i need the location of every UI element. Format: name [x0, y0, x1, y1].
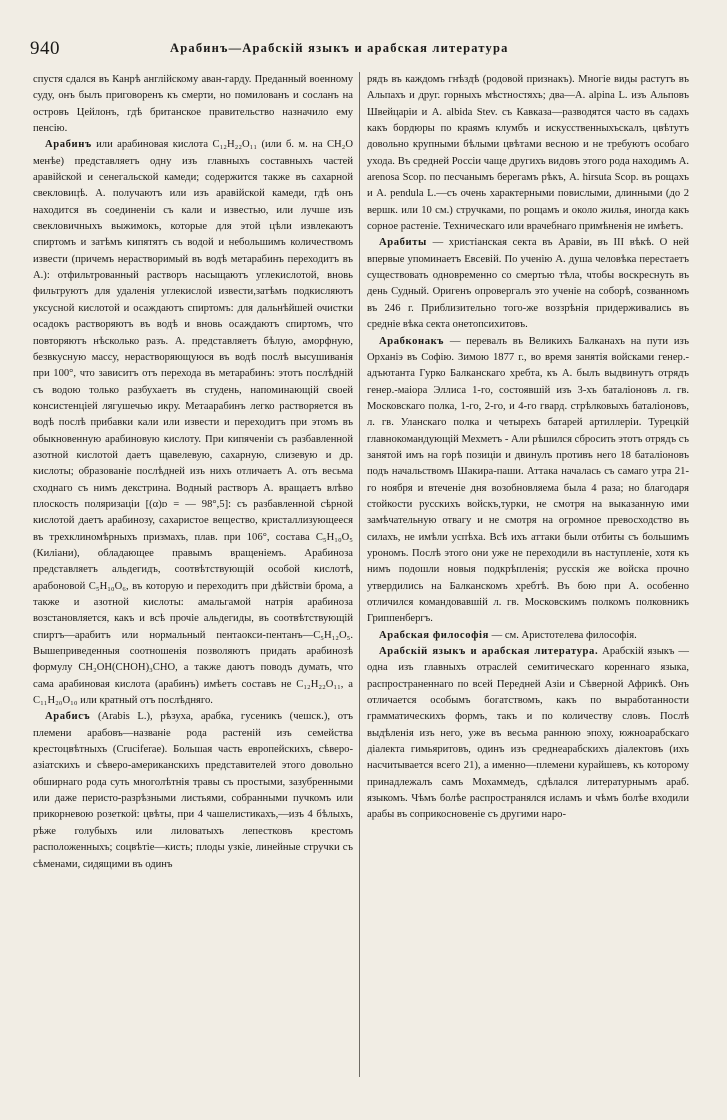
- entry-text: Арабскій языкъ — одна изъ главныхъ отраслей семитическаго кореннаго языка, распространеннаго по всей Передней Азіи и Сѣверной Африкѣ. Онъ отличается особымъ богатствомъ, какъ по выработанности грамматическихъ формъ, такъ и по количеству словъ. Послѣ выдѣленія изъ него, уже въ весьма раннюю эпоху, южноарабскаго діалекта гимьяритовъ, одинъ изъ среднеарабскихъ діалектовъ (ихъ насчитывается всего 21), а именно—племени курайшевъ, къ которому принадлежалъ самъ Мохаммедъ, сдѣлался литературнымъ араб. языкомъ. Чѣмъ болѣе распространялся исламъ и чѣмъ болѣе входили арабы въ соприкосновеніе съ другими наро-: [367, 646, 689, 821]
- entry-headword: Арабиты: [379, 237, 427, 249]
- column-divider: [359, 72, 360, 1077]
- page-header: [30, 38, 710, 62]
- entry-text: или арабиновая кислота C₁₂H₂₂O₁₁ (или б. м. на CH₂O менѣе) представляетъ одну изъ главныхъ составныхъ частей аравійской и сенегальской камеди; содержится также въ сахарной свекловицѣ. А. получаютъ или изъ аравійской камеди, гдѣ онъ находится въ соединеніи съ кали и известью, или лучше изъ свекловичныхъ выжимокъ, которые для этой цѣли извлекаютъ спиртомъ и затѣмъ кипятятъ съ водой и небольшимъ количествомъ извести (причемъ нерастворимый въ водѣ метарабинъ переходитъ въ А.): отфильтрованный растворъ насыщаютъ углекислотой, вновь фильтруютъ для удаленія углекислой извести,затѣмъ подкисляютъ уксусной кислотой и осаждаютъ спиртомъ: для дальнѣйшей очистки осадокъ растворяютъ въ водѣ и вновь осаждаютъ спиртомъ, что повторяютъ нѣсколько разъ. А. представляетъ бѣлую, аморфную, безвкусную массу, нерастворяющуюся въ водѣ послѣ высушиванія при 100°, что зависитъ отъ перехода въ метарабинъ: этотъ послѣдній съ водою только разбухаетъ въ студень, напоминающій своей консистенціей лягушечью икру. Метаарабинъ легко растворяется въ водѣ послѣ прибавки кали или извести и переходитъ при этомъ въ обыкновенную арабиновую кислоту. При кипяченіи съ разбавленной азотной кислотой даетъ щавелевую, сахарную, слизевую и др. кислоты; образованіе послѣдней изъ нихъ отличаетъ А. отъ весьма сходнаго съ нимъ декстрина. Водный растворъ А. вращаетъ влѣво плоскость поляризаціи [(α)ᴅ = — 98°,5]: съ разбавленной сѣрной кислотой даетъ арабинозу, сахаристое вещество, кристаллизующееся въ трехклиномѣрныхъ призмахъ, плав. при 106°, состава C₅H₁₀O₅ (Киліани), обладающее правымъ вращеніемъ. Арабиноза представляетъ альдегидъ, соотвѣтствующій особой кислотѣ, арабоновой C₅H₁₀O₆, въ которую и переходитъ при дѣйствіи брома, а также и азотной кислоты: амальгамой натрія арабиноза возстановляется, какъ и всѣ прочіе альдегиды, въ соотвѣтствующій спиртъ—арабитъ или нормальный пентаокси-пентанъ—C₅H₁₂O₅. Вышеприведенныя соотношенія позволяютъ придать арабинозѣ формулу CH₂OH(CHOH)₃CHO, а также даютъ поводъ думать, что сама арабиновая кислота (арабинъ) имѣетъ составъ не C₁₂H₂₂O₁₁, а C₁₁H₂₀O₁₀ или кратный отъ послѣдняго.: [33, 139, 353, 707]
- entry-text: — см. Аристотелева философія.: [491, 629, 637, 641]
- entry-arabity: [367, 235, 689, 333]
- right-column: [367, 72, 689, 824]
- entry-text: — христіанская секта въ Аравіи, въ III вѣкѣ. О ней впервые упоминаетъ Евсевій. По ученію А. душа человѣка перестаетъ существовать одновременно со смертью тѣла, чтобы воскреснуть въ день Судный. Оригенъ опровергалъ это ученіе на соборѣ, созванномъ въ 246 г. Приблизительно того-же воззрѣнія придерживались въ средніе вѣка секта онетопсихитовъ.: [367, 237, 689, 331]
- entry-text: рядъ въ каждомъ гнѣздѣ (родовой признакъ). Многіе виды растутъ въ Альпахъ и друг. горныхъ мѣстностяхъ; два—A. alpina L. изъ Альповъ Швейцаріи и A. albida Stev. съ Кавказа—разводятся часто въ садахъ какъ бордюры по краямъ клумбъ и искусственныхъскалъ, цвѣтутъ довольно крупными бѣлыми цвѣтами весною и не требуютъ особаго ухода. Въ средней Россіи чаще другихъ видовъ этого рода находимъ A. arenosa Scop. по песчанымъ берегамъ рѣкъ, A. hirsuta Scop. въ рощахъ и A. pendula L.—съ очень характерными повислыми, длинными (до 2 вершк. или 10 см.) стручками, по рощамъ и около жилья, иногда какъ сорное растеніе. Техническаго или врачебнаго примѣненія не имѣетъ.: [367, 74, 689, 233]
- entry-text: (Arabis L.), рѣзуха, арабка, гусеникъ (чешск.), отъ племени арабовъ—названіе рода растеній изъ семейства крестоцвѣтныхъ (Cruciferae). Большая часть европейскихъ, сѣверо-азіатскихъ и сѣверо-американскихъ представителей этого довольно обширнаго рода суть многолѣтнія травы съ простыми, зазубренными или даже перисто-разрѣзными листьями, собранными пучкомъ или прикорневою розеткой: цвѣты, при 4 чашелистикахъ,—изъ 4 бѣлыхъ, рѣже голубыхъ или лиловатыхъ лепестковъ крестомъ расположенныхъ; соцвѣтіе—кисть; плоды узкіе, линейные стручки съ сѣменами, сидящими въ одинъ: [33, 711, 353, 870]
- entry-headword: Арабконакъ: [379, 335, 445, 347]
- entry-headword: Арабисъ: [45, 711, 91, 723]
- entry-headword: Арабская философія: [379, 629, 489, 641]
- entry-text: спустя сдался въ Канрѣ англійскому аван-гарду. Преданный военному суду, онъ былъ приговоренъ къ смерти, но помилованъ и сосланъ на островъ Цейлонъ, гдѣ британское правительство назначило ему пенсію.: [33, 74, 353, 135]
- entry-text: — перевалъ въ Великихъ Балканахъ на пути изъ Орханіэ въ Софію. Зимою 1877 г., во время занятія войсками генер.-адъютанта Гурко Балканскаго хребта, къ А. былъ выдвинутъ отрядъ генер.-маіора Эллиса 1-го, состоявшій изъ 3-хъ баталіоновъ л. гв. Московскаго полка, 1-го, 2-го, и 4-го гвард. стрѣлковыхъ баталіоновъ, л. гв. Уланскаго полка и четырехъ батарей артиллеріи. Турецкій главнокомандующій Мехметъ - Али рѣшился сбросить этотъ отрядъ съ занятой имъ на горѣ позиціи и двинулъ противъ него 18 баталіоновъ подъ начальствомъ Шакира-паши. Аттака началась съ самаго утра 21-го ноября и втеченіе дня возобновляема была 4 раза; но благодаря стойкости русскихъ войскъ,турки, не смотря на выказанную ими замѣчательную отвагу и не смотря на огромное превосходство въ силахъ, не имѣли успѣха. Всѣ ихъ аттаки были отбиты съ большимъ урономъ. Послѣ этого они уже не переходили въ наступленіе, хотя къ нимъ подошли новыя подкрѣпленія; русскія же войска прочно утвердились на Балканскомъ хребтѣ. Въ бою при А. особенно отличился командовавшій л. гв. Московскимъ полкомъ полковникъ Гриппенбергъ.: [367, 335, 690, 625]
- entry-continuation: [33, 72, 353, 137]
- page-number: 940: [30, 38, 60, 59]
- entry-arabic-philosophy: [367, 628, 689, 644]
- entry-headword: Арабинъ: [45, 139, 92, 151]
- entry-arabin: [33, 137, 353, 709]
- entry-continuation: [367, 72, 689, 235]
- entry-headword: Арабскій языкъ и арабская литература.: [379, 646, 599, 658]
- running-title: Арабинъ—Арабскій языкъ и арабская литература: [170, 41, 509, 55]
- entry-arabis: [33, 709, 353, 872]
- entry-arabic-language: [367, 644, 689, 824]
- left-column: [33, 72, 353, 873]
- entry-arabkonak: [367, 334, 689, 628]
